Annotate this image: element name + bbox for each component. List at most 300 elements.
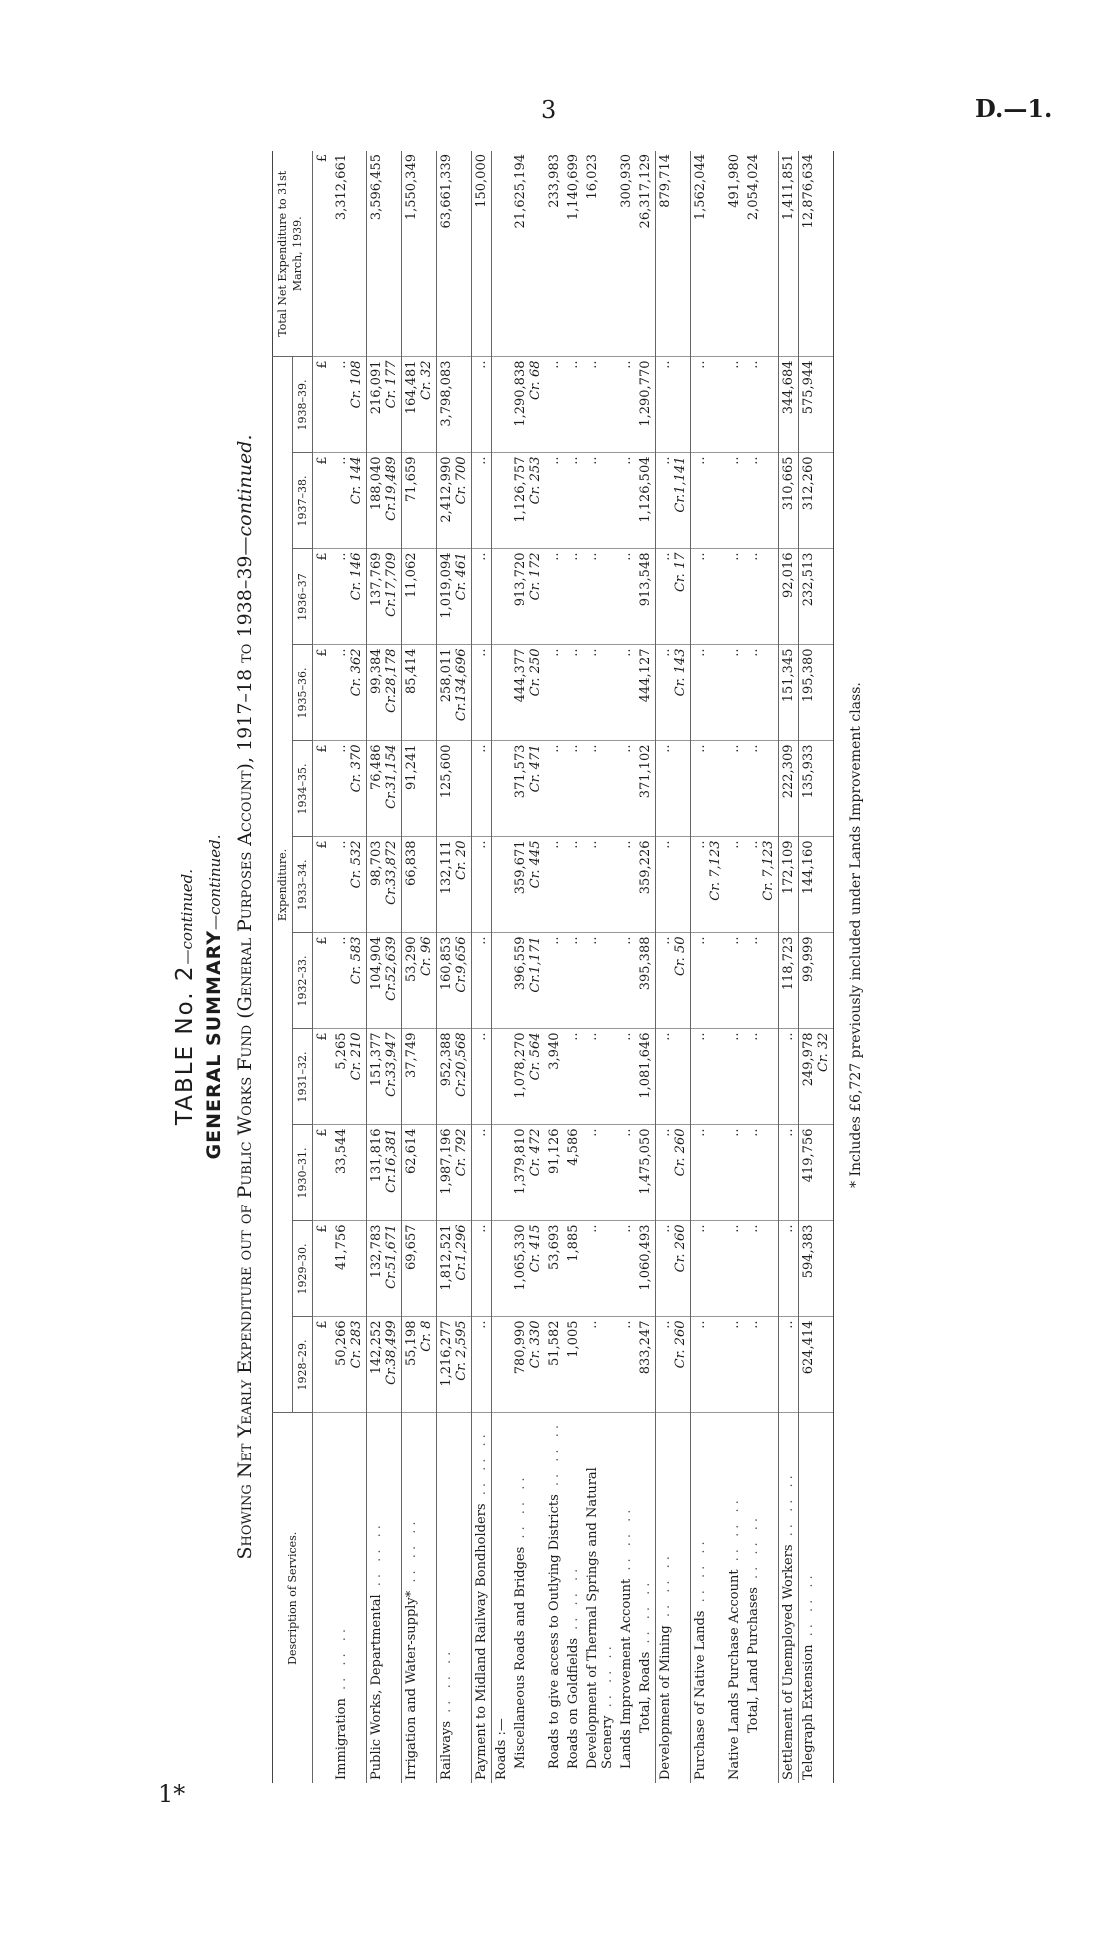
row-label [656,1413,691,1783]
credit-value: Cr. 283 [349,1320,364,1369]
value-cell [744,933,779,1029]
credit-value: Cr.16,381 [384,1128,399,1193]
value-cell [617,453,636,549]
cell-value: 3,596,455 [369,154,384,221]
value-cell [332,357,367,453]
value-cell [656,1125,691,1221]
value-cell [437,741,472,837]
credit-value: Cr. 17 [673,552,688,593]
cell-value: .. [781,1128,796,1137]
row-label-text: Roads on Goldfields [566,1637,581,1769]
value-cell [545,1125,564,1221]
total-cell [437,151,472,357]
cell-value: 1,126,504 [638,456,653,523]
cell-value: 444,377 [513,648,528,703]
credit-value: Cr.38,499 [384,1320,399,1385]
cell-value: .. [693,456,708,465]
value-cell [332,741,367,837]
value-cell [799,741,834,837]
value-cell [636,357,656,453]
row-label-text: Development of Thermal Springs and Natural Scenery [585,1467,615,1769]
total-cell [402,151,437,357]
value-cell [583,645,617,741]
cell-value: .. [474,360,489,369]
value-cell [583,1029,617,1125]
value-cell [367,357,402,453]
cell-value: .. [658,552,673,561]
value-cell [472,357,492,453]
leader-dots: .. .. .. [638,1578,653,1652]
leader-dots: .. .. .. [600,1642,615,1716]
credit-value: Cr.1,171 [528,936,543,993]
value-cell [367,741,402,837]
cell-value: .. [566,936,581,945]
value-cell [617,1029,636,1125]
value-cell [583,357,617,453]
credit-value: Cr. 260 [673,1320,688,1369]
credit-value: Cr.51,671 [384,1224,399,1289]
cell-value: .. [334,456,349,465]
cell-value: .. [658,360,673,369]
header-expenditure: Expenditure. [273,357,293,1413]
credit-value: Cr. 2,595 [454,1320,469,1381]
table-row [402,151,437,1783]
cell-value: .. [658,456,673,465]
value-cell [545,1221,564,1317]
value-cell [367,1317,402,1413]
value-cell [402,453,437,549]
value-cell [656,453,691,549]
value-cell [332,1317,367,1413]
cell-value: 55,198 [404,1320,419,1366]
cell-value: .. [585,648,600,657]
value-cell [691,357,726,453]
cell-value: 53,693 [547,1224,562,1270]
value-cell [744,453,779,549]
cell-value: .. [474,1320,489,1329]
value-cell [367,1221,402,1317]
row-label [492,1413,512,1783]
value-cell [564,645,583,741]
value-cell [799,357,834,453]
cell-value: .. [693,360,708,369]
cell-value: 1,060,493 [638,1224,653,1291]
cell-value: 1,005 [566,1320,581,1358]
value-cell [332,837,367,933]
cell-value: .. [658,840,673,849]
value-cell [799,453,834,549]
cell-value: 1,411,851 [781,154,796,221]
cell-value: .. [658,1320,673,1329]
cell-value: 396,559 [513,936,528,991]
cell-value: .. [474,840,489,849]
header-description: Description of Services. [273,1413,313,1783]
value-cell [402,1221,437,1317]
value-cell [725,357,744,453]
value-cell [691,1317,726,1413]
value-cell [799,549,834,645]
cell-value: .. [781,1320,796,1329]
row-label-text: Roads to give access to Outlying Districts [547,1494,562,1769]
currency-cell: £ [313,837,333,933]
cell-value: .. [585,840,600,849]
year-header: 1931–32. [293,1029,313,1125]
credit-value: Cr. 253 [528,456,543,505]
credit-value: Cr.52,639 [384,936,399,1001]
value-cell [545,1029,564,1125]
value-cell [583,1221,617,1317]
value-cell [472,645,492,741]
cell-value: .. [693,1320,708,1329]
credit-value: Cr.17,709 [384,552,399,617]
row-label-text: Railways [439,1720,454,1780]
credit-value: Cr. 564 [528,1032,543,1081]
value-cell [564,357,583,453]
leader-dots: .. .. .. [513,1473,528,1547]
cell-value: .. [693,552,708,561]
credit-value: Cr. 8 [419,1320,434,1352]
cell-value: .. [585,744,600,753]
value-cell [437,933,472,1029]
value-cell [564,933,583,1029]
leader-dots: .. .. .. [658,1552,673,1626]
cell-value: .. [781,1224,796,1233]
row-label [564,1413,583,1783]
value-cell [779,645,799,741]
value-cell [437,645,472,741]
value-cell [617,1125,636,1221]
table-row [617,151,636,1783]
cell-value: .. [334,936,349,945]
cell-value: 91,241 [404,744,419,790]
value-cell [492,453,512,549]
table-row [437,151,472,1783]
total-cell [545,151,564,357]
value-cell [779,837,799,933]
cell-value: 216,091 [369,360,384,415]
cell-value: 2,054,024 [746,154,761,221]
cell-value: .. [746,456,761,465]
row-label-text: Payment to Midland Railway Bondholders [474,1503,489,1780]
value-cell [725,1221,744,1317]
cell-value: 1,216,277 [439,1320,454,1387]
cell-value: 1,987,196 [439,1128,454,1195]
cell-value: 1,126,757 [513,456,528,523]
credit-value: Cr. 461 [454,552,469,601]
value-cell [691,837,726,933]
value-cell [636,741,656,837]
total-cell [367,151,402,357]
table-row [492,151,512,1783]
value-cell [656,357,691,453]
value-cell [332,1029,367,1125]
cell-value: .. [585,1224,600,1233]
cell-value: 1,550,349 [404,154,419,221]
table-row [725,151,744,1783]
table-subtitle-continued: —continued. [206,834,224,930]
page-number: 3 [541,96,557,124]
value-cell [779,933,799,1029]
value-cell [511,741,545,837]
cell-value: .. [474,936,489,945]
leader-dots: .. .. .. [404,1517,419,1591]
value-cell [725,1125,744,1221]
value-cell [779,1029,799,1125]
cell-value: 188,040 [369,456,384,511]
currency-cell: £ [313,1029,333,1125]
value-cell [511,1125,545,1221]
value-cell [583,933,617,1029]
cell-value: 1,078,270 [513,1032,528,1099]
cell-value: .. [474,552,489,561]
cell-value: .. [727,1224,742,1233]
cell-value: .. [619,1224,634,1233]
value-cell [691,1125,726,1221]
value-cell [656,549,691,645]
credit-value: Cr. 146 [349,552,364,601]
row-label-text: Irrigation and Water-supply* [404,1590,419,1780]
cell-value: .. [585,360,600,369]
row-label [636,1413,656,1783]
cell-value: .. [746,1224,761,1233]
cell-value: 53,290 [404,936,419,982]
cell-value: 913,720 [513,552,528,607]
value-cell [799,1029,834,1125]
value-cell [564,1029,583,1125]
value-cell [744,1221,779,1317]
cell-value: .. [585,552,600,561]
table-title [170,106,200,1888]
value-cell [332,1125,367,1221]
value-cell [636,645,656,741]
currency-cell: £ [313,1317,333,1413]
cell-value: .. [474,1224,489,1233]
cell-value: .. [619,648,634,657]
cell-value: 150,000 [474,154,489,208]
cell-value: .. [585,1128,600,1137]
value-cell [564,1125,583,1221]
value-cell [492,549,512,645]
cell-value: .. [585,456,600,465]
cell-value: 4,586 [566,1128,581,1166]
cell-value: 16,023 [585,154,600,200]
credit-value: Cr. 50 [673,936,688,977]
cell-value: .. [746,744,761,753]
value-cell [402,837,437,933]
row-label-text: Purchase of Native Lands [693,1610,708,1780]
table-row [564,151,583,1783]
value-cell [402,1125,437,1221]
credit-value: Cr. 96 [419,936,434,977]
cell-value: 131,816 [369,1128,384,1183]
year-header: 1934–35. [293,741,313,837]
cell-value: .. [746,360,761,369]
credit-value: Cr. 700 [454,456,469,505]
cell-value: 1,019,094 [439,552,454,619]
row-label [744,1413,779,1783]
cell-value: 371,102 [638,744,653,799]
cell-value: 575,944 [801,360,816,415]
credit-value: Cr. 32 [816,1032,831,1073]
year-header: 1936–37 [293,549,313,645]
cell-value: 26,317,129 [638,154,653,229]
value-cell [725,549,744,645]
cell-value: 1,140,699 [566,154,581,221]
cell-value: 879,714 [658,154,673,208]
value-cell [437,1221,472,1317]
cell-value: 3,798,083 [439,360,454,427]
cell-value: .. [746,552,761,561]
row-label-text: Miscellaneous Roads and Bridges [513,1546,528,1769]
value-cell [564,1221,583,1317]
value-cell [656,1317,691,1413]
cell-value: 594,383 [801,1224,816,1279]
table-row [472,151,492,1783]
cell-value: .. [334,360,349,369]
cell-value: .. [746,936,761,945]
value-cell [779,453,799,549]
cell-value: 310,665 [781,456,796,511]
cell-value: 132,783 [369,1224,384,1279]
credit-value: Cr. 362 [349,648,364,697]
cell-value: .. [693,1032,708,1041]
cell-value: .. [566,360,581,369]
value-cell [744,549,779,645]
cell-value: .. [474,456,489,465]
value-cell [367,549,402,645]
cell-value: 1,475,050 [638,1128,653,1195]
value-cell [472,741,492,837]
row-label-text: Public Works, Departmental [369,1594,384,1780]
year-header: 1933–34. [293,837,313,933]
currency-cell: £ [313,357,333,453]
cell-value: .. [619,1320,634,1329]
cell-value: .. [746,1320,761,1329]
credit-value: Cr. 532 [349,840,364,889]
value-cell [744,1029,779,1125]
value-cell [656,645,691,741]
cell-value: .. [566,552,581,561]
cell-value: 1,885 [566,1224,581,1262]
table-row [779,151,799,1783]
cell-value: 419,756 [801,1128,816,1183]
value-cell [511,549,545,645]
value-cell [437,1317,472,1413]
value-cell [617,933,636,1029]
value-cell [744,1125,779,1221]
cell-value: 164,481 [404,360,419,415]
value-cell [617,1317,636,1413]
cell-value: 85,414 [404,648,419,694]
cell-value: .. [547,360,562,369]
cell-value: .. [547,744,562,753]
credit-value: Cr.28,178 [384,648,399,713]
value-cell [744,837,779,933]
cell-value: .. [547,840,562,849]
cell-value: 1,065,330 [513,1224,528,1291]
cell-value: 172,109 [781,840,796,895]
credit-value: Cr. 7,123 [761,840,776,901]
credit-value: Cr.19,489 [384,456,399,521]
cell-value: .. [619,1128,634,1137]
cell-value: .. [619,552,634,561]
credit-value: Cr. 260 [673,1128,688,1177]
credit-value: Cr. 20 [454,840,469,881]
cell-value: 151,345 [781,648,796,703]
cell-value: .. [585,1032,600,1041]
leader-dots: .. .. .. [369,1521,384,1595]
cell-value: .. [658,1128,673,1137]
value-cell [799,1125,834,1221]
value-cell [545,357,564,453]
value-cell [656,741,691,837]
cell-value: 5,265 [334,1032,349,1070]
value-cell [779,549,799,645]
value-cell [583,549,617,645]
value-cell [332,549,367,645]
total-cell [799,151,834,357]
table-row [691,151,726,1783]
leader-dots: .. .. .. [693,1537,708,1611]
cell-value: 41,756 [334,1224,349,1270]
credit-value: Cr.31,154 [384,744,399,809]
row-label-text: Lands Improvement Account [619,1578,634,1769]
value-cell [691,453,726,549]
credit-value: Cr.134,696 [454,648,469,722]
cell-value: 37,749 [404,1032,419,1078]
row-label [437,1413,472,1783]
cell-value: 66,838 [404,840,419,886]
cell-value: 1,379,810 [513,1128,528,1195]
cell-value: .. [746,648,761,657]
cell-value: 359,671 [513,840,528,895]
cell-value: .. [474,744,489,753]
leader-dots: .. .. .. [566,1564,581,1638]
cell-value: 135,933 [801,744,816,799]
row-label [511,1413,545,1783]
value-cell [545,933,564,1029]
cell-value: 76,486 [369,744,384,790]
credit-value: Cr. 370 [349,744,364,793]
cell-value: .. [619,456,634,465]
cell-value: .. [693,936,708,945]
year-header: 1932–33. [293,933,313,1029]
total-cell [617,151,636,357]
total-cell [332,151,367,357]
value-cell [402,357,437,453]
credit-value: Cr. 472 [528,1128,543,1177]
cell-value: 1,290,838 [513,360,528,427]
value-cell [617,741,636,837]
cell-value: .. [658,744,673,753]
value-cell [402,549,437,645]
cell-value: .. [547,552,562,561]
cell-value: 344,684 [781,360,796,415]
table-title-continued: —continued. [178,868,196,965]
value-cell [402,741,437,837]
cell-value: .. [547,456,562,465]
currency-cell: £ [313,151,333,357]
value-cell [725,741,744,837]
cell-value: 50,266 [334,1320,349,1366]
total-cell [636,151,656,357]
year-header: 1930–31. [293,1125,313,1221]
table-row [583,151,617,1783]
value-cell [799,933,834,1029]
currency-row-label [313,1413,333,1783]
value-cell [744,645,779,741]
cell-value: 118,723 [781,936,796,991]
